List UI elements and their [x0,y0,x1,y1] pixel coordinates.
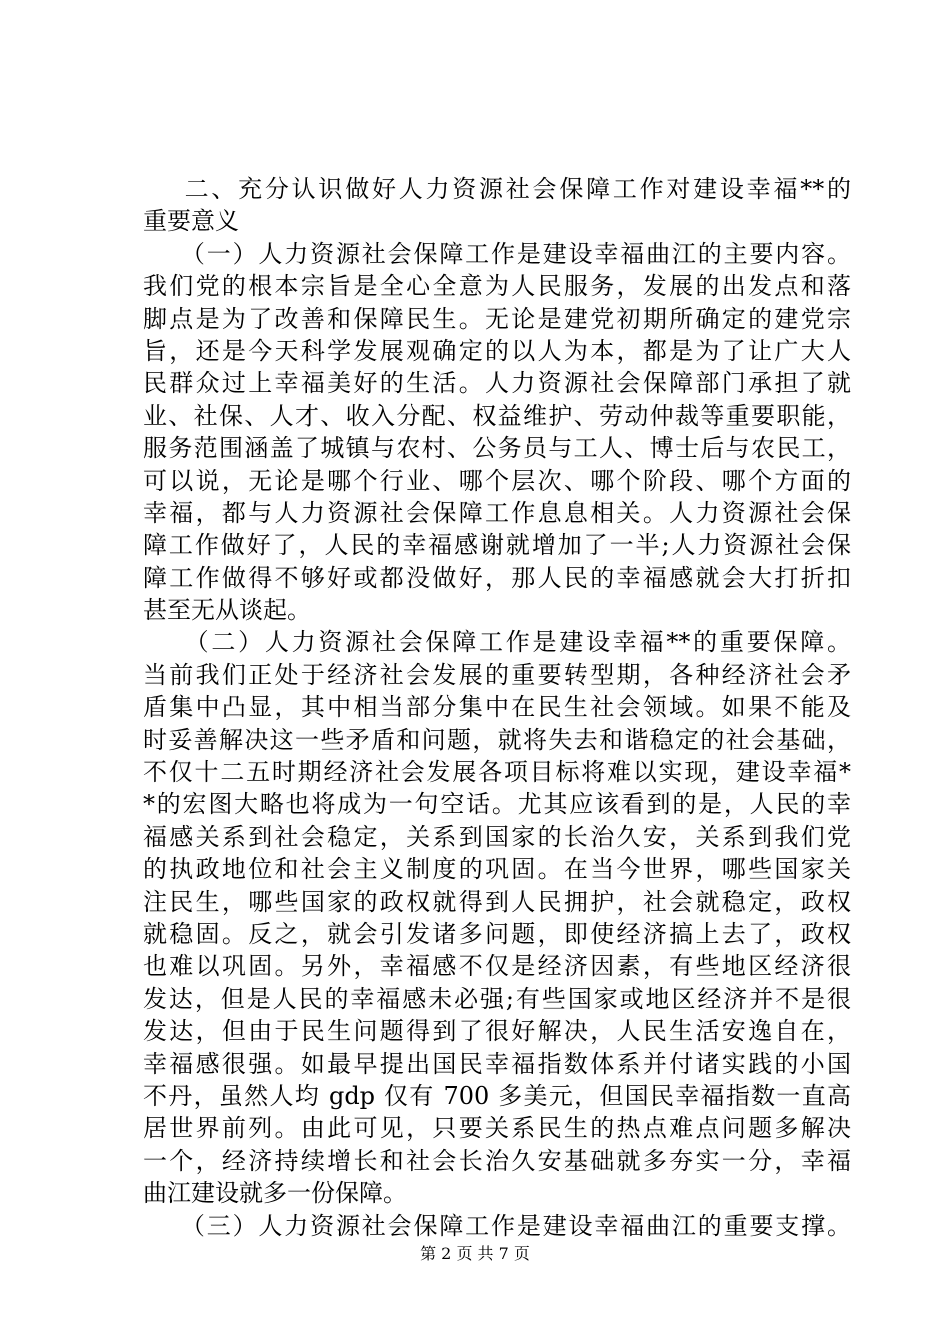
text-line: 甚至无从谈起。 [143,596,311,625]
text-line: 障工作做得不够好或都没做好，那人民的幸福感就会大打折扣 [143,563,851,592]
text-line: 也难以巩固。另外，幸福感不仅是经济因素，有些地区经济很 [143,952,851,981]
text-line: 福感关系到社会稳定，关系到国家的长治久安，关系到我们党 [143,822,851,851]
text-line: 注民生，哪些国家的政权就得到人民拥护，社会就稳定，政权 [143,887,851,916]
text-line: 可以说，无论是哪个行业、哪个层次、哪个阶段、哪个方面的 [143,466,851,495]
text-line: 民群众过上幸福美好的生活。人力资源社会保障部门承担了就 [143,369,851,398]
text-line: 业、社保、人才、收入分配、权益维护、劳动仲裁等重要职能， [143,401,851,430]
page-footer: 第 2 页 共 7 页 [420,1244,530,1263]
text-line: 曲江建设就多一份保障。 [143,1179,407,1208]
text-line: 当前我们正处于经济社会发展的重要转型期，各种经济社会矛 [143,660,851,689]
text-line: 一个，经济持续增长和社会长治久安基础就多夯实一分，幸福 [143,1146,851,1175]
text-line: 居世界前列。由此可见，只要关系民生的热点难点问题多解决 [143,1114,851,1143]
text-line: 我们党的根本宗旨是全心全意为人民服务，发展的出发点和落 [143,272,851,301]
text-line: *的宏图大略也将成为一句空话。尤其应该看到的是，人民的幸 [143,790,851,819]
text-line: （三）人力资源社会保障工作是建设幸福曲江的重要支撑。 [143,1211,851,1240]
text-line: 就稳固。反之，就会引发诸多问题，即使经济搞上去了，政权 [143,919,851,948]
document-body [143,173,851,1242]
text-line: 脚点是为了改善和保障民生。无论是建党初期所确定的建党宗 [143,304,851,333]
text-line: 不丹，虽然人均 gdp 仅有 700 多美元，但国民幸福指数一直高 [143,1081,851,1110]
text-line: 盾集中凸显，其中相当部分集中在民生社会领域。如果不能及 [143,693,851,722]
text-line: （一）人力资源社会保障工作是建设幸福曲江的主要内容。 [143,239,851,268]
text-line: 时妥善解决这一些矛盾和问题，就将失去和谐稳定的社会基础， [143,725,851,754]
text-line: 的执政地位和社会主义制度的巩固。在当今世界，哪些国家关 [143,855,851,884]
text-line: 不仅十二五时期经济社会发展各项目标将难以实现，建设幸福* [143,758,851,787]
text-line: 重要意义 [143,207,239,236]
text-line: 发达，但是人民的幸福感未必强;有些国家或地区经济并不是很 [143,984,851,1013]
text-line: 幸福感很强。如最早提出国民幸福指数体系并付诸实践的小国 [143,1049,851,1078]
text-line: 障工作做好了，人民的幸福感谢就增加了一半;人力资源社会保 [143,531,851,560]
text-line: 二、充分认识做好人力资源社会保障工作对建设幸福**的 [143,175,851,203]
text-line: 服务范围涵盖了城镇与农村、公务员与工人、博士后与农民工， [143,434,851,463]
text-line: 发达，但由于民生问题得到了很好解决，人民生活安逸自在， [143,1017,851,1046]
text-line: 旨，还是今天科学发展观确定的以人为本，都是为了让广大人 [143,336,851,365]
text-line: 幸福，都与人力资源社会保障工作息息相关。人力资源社会保 [143,498,851,527]
text-line: （二）人力资源社会保障工作是建设幸福**的重要保障。 [143,628,851,657]
